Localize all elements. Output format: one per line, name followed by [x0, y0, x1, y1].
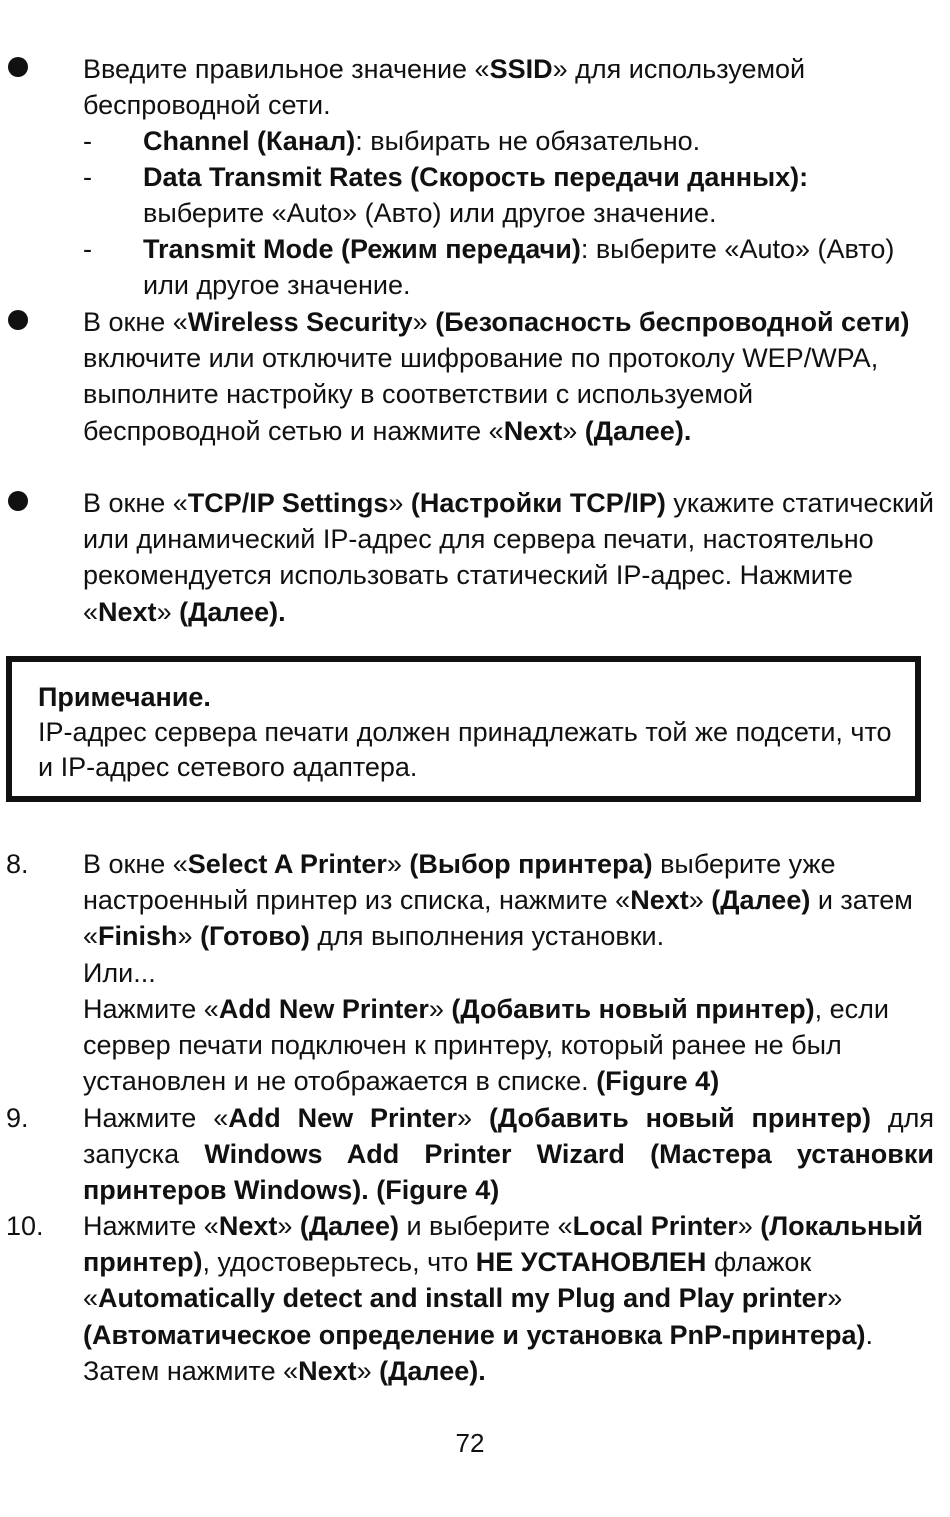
or-text: Или...	[83, 958, 156, 988]
text-run: »	[177, 921, 201, 952]
bullet-text	[83, 485, 934, 630]
sub-text	[143, 123, 934, 159]
bold-term: НЕ УСТАНОВЛЕН	[475, 1247, 707, 1278]
bold-term: Channel (Канал)	[143, 126, 356, 156]
text-run: для запуска	[83, 1103, 934, 1170]
text-run: »	[156, 596, 180, 627]
text-run: . Затем нажмите «	[83, 1319, 874, 1386]
bold-term: (Готово)	[200, 921, 310, 952]
bullet-dot	[8, 310, 28, 330]
bold-term: Next	[98, 596, 157, 627]
text-run: » для используемой беспроводной сети.	[83, 54, 806, 121]
text-run: для выполнения установки.	[309, 921, 665, 952]
bold-term: (Далее)	[584, 415, 684, 446]
sub-text	[143, 159, 934, 231]
text-run: »	[356, 1355, 380, 1386]
bold-term: Local Printer	[572, 1211, 738, 1241]
dash-marker: -	[83, 126, 92, 156]
bold-term: Data Transmit Rates (Скорость передачи данных):	[143, 162, 809, 192]
text-run: выберите «Auto» (Авто) или другое значение.	[143, 198, 717, 229]
text-run: »	[562, 415, 585, 446]
text-run: флажок «	[83, 1247, 812, 1314]
text-run: »	[412, 307, 436, 337]
bold-term: Next	[218, 1211, 278, 1241]
bold-term: Next	[298, 1355, 357, 1386]
bold-term: TCP/IP Settings	[187, 488, 389, 518]
bold-term: Wireless Security	[187, 307, 413, 337]
text-run: »	[388, 488, 411, 518]
bold-term: (Добавить новый принтер)	[488, 1103, 871, 1133]
text-run: »	[737, 1211, 761, 1241]
note-text: IP-адрес сервера печати должен принадлежать той же подсети, что и IP-адрес сетевого адаптера.	[38, 717, 892, 782]
text-run: »	[688, 885, 712, 916]
bold-term: Windows Add Printer Wizard (Мастера установки принтеров Windows). (Figure 4)	[83, 1139, 934, 1206]
note-title: Примечание.	[38, 682, 211, 712]
text-run: .	[478, 1355, 486, 1386]
bold-term: Next	[630, 885, 689, 916]
bold-term: (Автоматическое определение и установка PnP-принтера)	[83, 1319, 866, 1350]
page-number: 72	[455, 1428, 485, 1458]
text-run: Введите правильное значение «	[83, 54, 490, 84]
text-run: и выберите «	[398, 1211, 573, 1241]
bullet-text	[83, 304, 934, 449]
bold-term: (Безопасность беспроводной сети)	[435, 307, 910, 337]
bold-term: Next	[503, 415, 563, 446]
text-run: Нажмите «	[83, 1103, 229, 1133]
bold-term: (Настройки TCP/IP)	[410, 488, 666, 518]
text-run: , удостоверьтесь, что	[202, 1247, 476, 1278]
bold-term: (Далее)	[179, 596, 279, 627]
text-run: Нажмите «	[83, 1211, 219, 1241]
bold-term: (Добавить новый принтер)	[451, 994, 815, 1024]
text-run: .	[278, 596, 286, 627]
text-run: : выбирать не обязательно.	[355, 126, 701, 156]
bold-term: (Далее)	[299, 1211, 399, 1241]
sub-text	[143, 231, 934, 303]
bold-term: (Далее)	[379, 1355, 479, 1386]
text-run: укажите статический или динамический IP-адрес для сервера печати, настоятельно рекомендуется использовать статический IP-адрес. Нажмите «	[83, 488, 934, 627]
step-number: 10.	[6, 1211, 44, 1241]
bold-term: (Figure 4)	[596, 1066, 720, 1097]
text-run: В окне «	[83, 307, 188, 337]
bold-term: Finish	[98, 921, 178, 952]
step-text	[83, 846, 934, 955]
step-text	[83, 991, 934, 1100]
text-run: : выберите «Auto» (Авто) или другое значение.	[143, 234, 895, 301]
step-text	[83, 1208, 934, 1389]
text-run: В окне «	[83, 849, 188, 879]
text-run: включите или отключите шифрование по протоколу WEP/WPA, выполните настройку в соответствии с используемой беспроводной сетью и нажмите «	[83, 343, 879, 446]
bullet-text	[83, 51, 934, 123]
bold-term: Select A Printer	[187, 849, 387, 879]
bold-term: Add New Printer	[218, 994, 429, 1024]
text-run: »	[827, 1283, 843, 1314]
text-run: и затем «	[83, 885, 913, 952]
text-run: »	[386, 849, 410, 879]
text-run: , если сервер печати подключен к принтеру, который ранее не был установлен и не отображается в списке.	[83, 994, 889, 1097]
bold-term: (Выбор принтера)	[409, 849, 653, 879]
text-run: Нажмите «	[83, 994, 219, 1024]
bullet-dot	[8, 57, 28, 77]
bold-term: SSID	[489, 54, 553, 84]
note-content	[38, 680, 895, 785]
bullet-dot	[8, 491, 28, 511]
dash-marker: -	[83, 162, 92, 192]
text-run: .	[683, 415, 692, 446]
text-run: выберите уже настроенный принтер из списка, нажмите «	[83, 849, 836, 916]
bold-term: (Локальный принтер)	[83, 1211, 923, 1278]
bold-term: (Далее)	[711, 885, 811, 916]
text-run: »	[277, 1211, 300, 1241]
step-text	[83, 1100, 934, 1209]
dash-marker: -	[83, 234, 92, 264]
text-run: »	[457, 1103, 489, 1133]
text-run: »	[428, 994, 452, 1024]
text-run: В окне «	[83, 488, 188, 518]
step-number: 8.	[6, 849, 29, 879]
bold-term: Add New Printer	[228, 1103, 458, 1133]
bold-term: Transmit Mode (Режим передачи)	[143, 234, 581, 264]
step-number: 9.	[6, 1103, 29, 1133]
bold-term: Automatically detect and install my Plug and Play printer	[98, 1283, 828, 1314]
note-box	[6, 656, 921, 802]
